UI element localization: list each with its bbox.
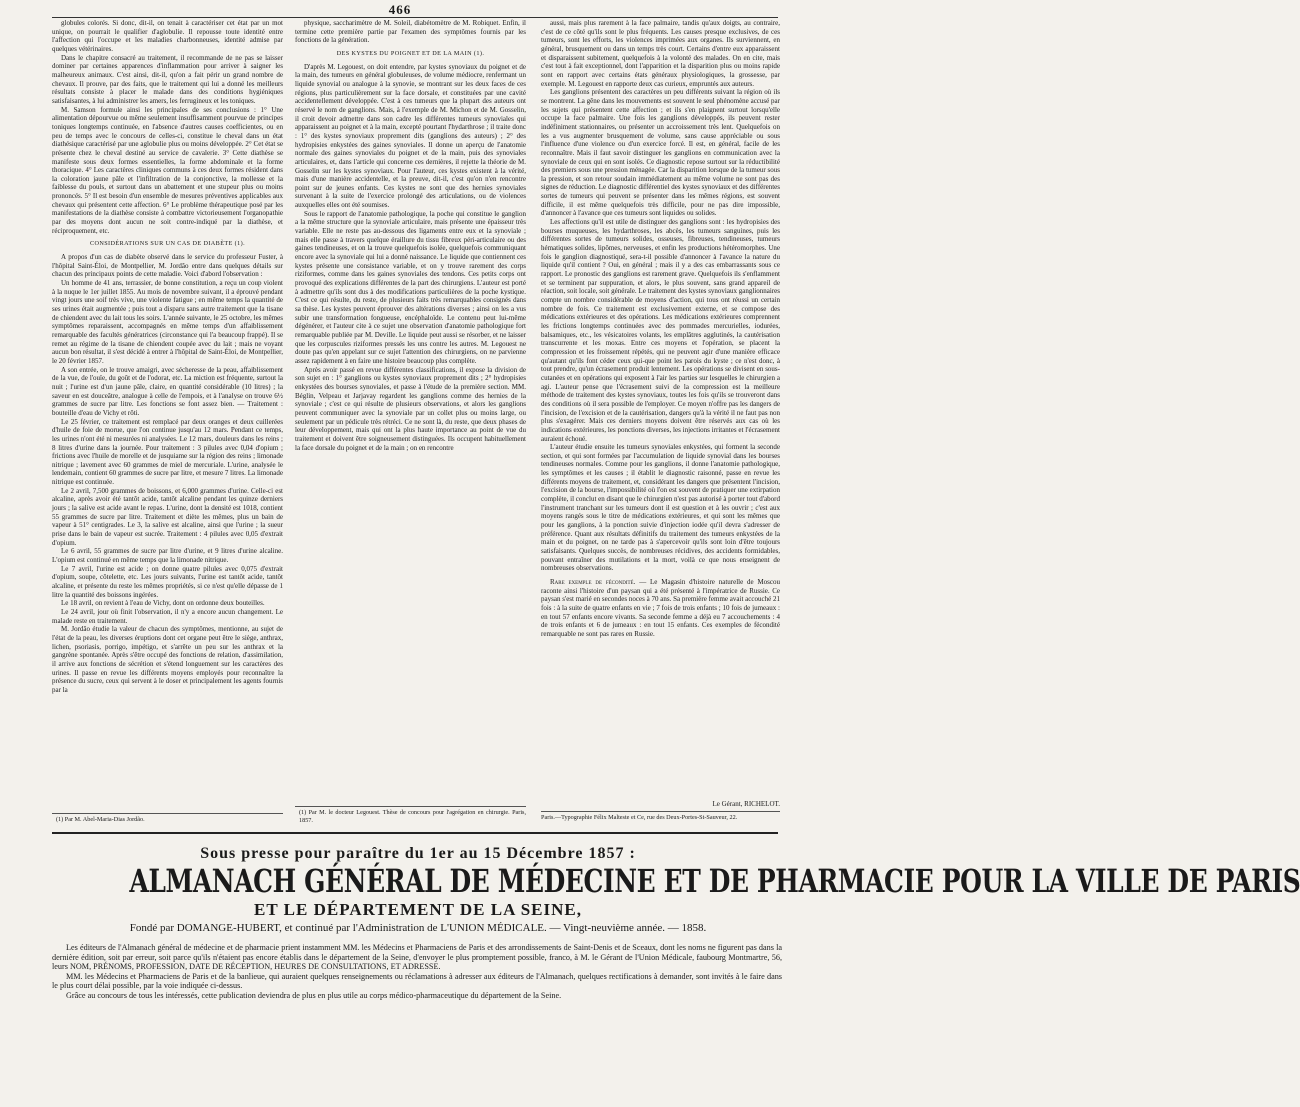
advert-separator bbox=[52, 832, 778, 834]
advert-announce: Sous presse pour paraître du 1er au 15 Décembre 1857 : bbox=[200, 845, 636, 862]
paragraph: Le 24 avril, jour où finit l'observation, il n'y a encore aucun changement. Le malade reste en traitement. bbox=[52, 607, 283, 625]
notice-heading: Rare exemple de fécondité. bbox=[550, 578, 636, 586]
paragraph: M. Samson formule ainsi les principales de ses conclusions : 1° Une alimentation dépourvue ou même seulement insuffisamment pourvue de principes toniques longtemps continuée, en l'absence d'autres causes coefficientes, ou en peu de temps avec le concours de celles-ci, constitue le cheval dans un état diathésique caractérisé par une aglobulie plus ou moins développée. 2° Cet état se présente chez le cheval destiné au service de cavalerie. 3° Cette diathèse se manifeste sous deux formes essentielles, la forme abdominale et la forme thoracique. 4° Les caractères cliniques communs à ces deux formes résident dans la coloration jaune pâle et l'infiltration de la conjonctive, la mollesse et la faiblesse du pouls, et surtout dans un abattement et une stupeur plus ou moins prononcés. 5° Il est besoin d'un ensemble de mesures préventives applicables aux chevaux qui présentent cette affection. 6° Le problème thérapeutique posé par les manifestations de la diathèse consiste à combattre victorieusement l'organopathie par des moyens dont aucun ne soit contre-indiqué par la diathèse, et réciproquement, etc. bbox=[52, 105, 283, 235]
paragraph: Dans le chapitre consacré au traitement, il recommande de ne pas se laisser dominer par certaines apparences d'inflammation pour arriver à saigner les malheureux animaux. C'est ainsi, dit-il, qu'on a fait périr un grand nombre de chevaux. Il prouve, par des faits, que le traitement qui lui a donné les meilleurs résultats consiste à placer le malade dans des conditions hygiéniques satisfaisantes, à lui administrer les amers, les ferrugineux et les toniques. bbox=[52, 53, 283, 105]
paragraph: Grâce au concours de tous les intéressés, cette publication deviendra de plus en plus utile au corps médico-pharmaceutique du département de la Seine. bbox=[66, 990, 562, 1000]
advert-title: ALMANACH GÉNÉRAL DE MÉDECINE ET DE PHARMACIE POUR LA VILLE DE PARIS bbox=[129, 862, 1300, 900]
column-1 bbox=[52, 19, 283, 824]
paragraph: Les ganglions présentent des caractères un peu différents suivant la région où ils se montrent. La gêne dans les mouvements est souvent le seul phénomène accusé par les sujets qui présentent cette affection ; et ils s'en plaignent surtout lorsqu'elle occupe la face palmaire. Une fois les ganglions développés, ils peuvent rester indéfiniment stationnaires, ou présenter un accroissement très lent. Quelquefois on les a vus augmenter brusquement de volume, sans cause appréciable ou sous l'influence d'une violence ou d'un exercice forcé. Il est, en général, facile de les reconnaître. Mais il faut savoir distinguer les ganglions en communication avec la synoviale de ceux qui en sont isolés. Ce diagnostic repose surtout sur la réductibilité des premiers sous une pression ménagée. Car la disparition lorsque de la tumeur sous la pression, et son retour soudain immédiatement au même volume ne sont pas des signes de réduction. Le diagnostic différentiel des kystes synoviaux et des différentes sortes de tumeurs qui peuvent se présenter dans les mêmes régions, est souvent difficile, il est même quelquefois très difficile, pour ne pas dire impossible, d'annoncer à l'avance que ces tumeurs sont liquides ou solides. bbox=[541, 88, 780, 218]
column-2 bbox=[295, 19, 526, 816]
paragraph: Après avoir passé en revue différentes classifications, il expose la division de son sujet en : 1° ganglions ou kystes synoviaux proprement dits ; 2° hydropisies enkystées des bourses synoviales, et passe à l'étude de la première section. MM. Béglin, Velpeau et Jarjavay regardent les ganglions comme des hernies de la synoviale ; c'est ce qui résulte de plusieurs observations, et alors les ganglions peuvent communiquer avec la synoviale par un collet plus ou moins large, ou seulement par un pédicule très rétréci. Ce ne sont là, du reste, que deux phases de leur développement, mais qui ont la plus haute importance au point de vue du traitement et doivent être soigneusement distinguées. Ils occupent habituellement la face dorsale du poignet et de la main ; on en rencontre bbox=[295, 365, 526, 452]
paragraph: A propos d'un cas de diabète observé dans le service du professeur Fuster, à l'hôpital Saint-Éloi, de Montpellier, M. Jordão entre dans quelques détails sur chacun des principaux points de cette maladie. Voici d'abord l'observation : bbox=[52, 253, 283, 279]
paragraph: Les affections qu'il est utile de distinguer des ganglions sont : les hydropisies des bourses muqueuses, les hydarthroses, les abcès, les tumeurs sanguines, puis les différentes sortes de tumeurs solides, osseuses, fibreuses, tendineuses, tumeurs hématiques solides, lipômes, nerveuses, et enfin les productions hétéromorphes. Une fois le ganglion diagnostiqué, sera-t-il possible d'annoncer à l'avance la nature du liquide qu'il contient ? Oui, en général ; mais il y a des cas embarrassants sous ce rapport. Le pronostic des ganglions est rarement grave. Quelquefois ils s'enflamment et se terminent par suppuration, et alors, le plus souvent, sans grand appareil de réaction, soit locale, soit générale. Le traitement des kystes synoviaux ganglionnaires compte un nombre considérable de moyens d'action, qui tous ont réussi un certain nombre de fois. Ce traitement est exclusivement externe, et se compose des médications extérieures et des opérations. Les médications extérieures comprennent les frictions longtemps continuées avec des pommades mercurielles, iodurées, balsamiques, etc., les vésicatoires volants, les emplâtres agglutinés, la cautérisation transcurrente et les moxas. Entre ces moyens et l'opération, se placent la compression et les froissement répétés, qui ne peuvent agir d'une manière efficace qu'autant qu'ils font céder ceux qui-que point les parois du kyste ; ce n'est donc, à tout prendre, qu'un écrasement produit lentement. Les opérations se divisent en sous-cutanées et en opérations qui exposent à l'air les parties sur lesquelles le chirurgien a agi. L'auteur pense que l'écrasement suivi de la compression est la meilleure méthode de traitement des kystes synoviaux, toutes les fois qu'ils se trouveront dans des conditions où il sera possible de l'employer. Ce moyen n'offre pas les dangers de l'incision, de l'excision et de la cautérisation, dangers qu'à la vérité il ne faut pas non plus s'exagérer. Mais ces derniers moyens doivent être réservés aux cas où les indications extérieures, les ponctions diverses, les injections irritantes et l'écrasement auraient échoué. bbox=[541, 218, 780, 443]
imprint-line: Paris.—Typographie Félix Malteste et Ce, rue des Deux-Portes-St-Sauveur, 22. bbox=[541, 814, 738, 821]
paragraph: MM. les Médecins et Pharmaciens de Paris et de la banlieue, qui auraient quelques renseignements ou réclamations à adresser aux éditeurs de l'Almanach, quelques rectifications à demander, sont invités à le faire dans le plus court délai possible, par la voie indiquée ci-dessus. bbox=[52, 971, 782, 991]
section-heading-diabete: CONSIDÉRATIONS SUR UN CAS DE DIABÈTE (1). bbox=[89, 240, 246, 248]
advert-body bbox=[52, 943, 782, 1001]
paragraph: Le 25 février, ce traitement est remplacé par deux oranges et deux cuillerées d'huile de foie de morue, que l'on continue jusqu'au 12 mars. Pendant ce temps, les urines n'ont été ni mesurées ni analysées. Le 12 mars, douleurs dans les reins ; 8 litres d'urine dans la journée. Pour traitement : 3 pilules avec 0,04 d'opium ; frictions avec l'huile de morelle et de jusquiame sur la région des reins ; limonade nitrique ; lavement avec 60 grammes de miel de mercuriale. L'urine, analysée le lendemain, contient 60 grammes de sucre par litre, et mesure 7 litres. La limonade nitrique est continuée. bbox=[52, 417, 283, 487]
footnote-col1: (1) Par M. Abel-Maria-Dias Jordão. bbox=[56, 816, 145, 823]
advert-founded: Fondé par DOMANGE-HUBERT, et continué par l'Administration de L'UNION MÉDICALE. — Vingt-neuvième année. — 1858. bbox=[129, 922, 707, 934]
page-number: 466 bbox=[388, 2, 412, 17]
paragraph: Le 7 avril, l'urine est acide ; on donne quatre pilules avec 0,075 d'extrait d'opium, soupe, côtelette, etc. Les jours suivants, l'urine est tantôt acide, tantôt alcaline, et présente du reste les mêmes propriétés, si ce n'est qu'elle dépasse de 1 litre la quantité des boissons ingérées. bbox=[52, 564, 283, 599]
paragraph: Les éditeurs de l'Almanach général de médecine et de pharmacie prient instamment MM. les Médecins et Pharmaciens de Paris et des arrondissements de Saint-Denis et de Sceaux, dont les noms ne figurent pas dans la dernière édition, soit par erreur, soit parce qu'ils n'étaient pas encore établis dans le département de la Seine, d'envoyer le plus promptement possible, franco, à M. le Gérant de l'Union Médicale, faubourg Montmartre, 56, leurs NOM, PRÉNOMS, PROFESSION, DATE DE RÉCEPTION, HEURES DE CONSULTATIONS, ET ADRESSE. bbox=[52, 943, 782, 972]
paragraph: Le 6 avril, 55 grammes de sucre par litre d'urine, et 9 litres d'urine alcaline. L'opium est continué en même temps que la limonade nitrique. bbox=[52, 547, 283, 565]
paragraph: Un homme de 41 ans, terrassier, de bonne constitution, a reçu un coup violent à la nuque le 1er juillet 1855. Au mois de novembre suivant, il a éprouvé pendant vingt jours une soif très vive, une violente fatigue ; en même temps la quantité de ses urines était augmentée ; puis tout a disparu sans autre traitement que la tisane de chiendent avec du lait tous les soirs. L'année suivante, le 25 octobre, les mêmes symptômes reparaissent, accompagnés en même temps d'un affaiblissement remarquable des facultés génératrices (circonstance qui l'a beaucoup frappé). Il se remet au régime de la tisane de chiendent coupée avec du lait ; mais ne voyant aucun bon résultat, il s'est décidé à entrer à l'hôpital de Saint-Éloi, de Montpellier, le 20 février 1857. bbox=[52, 279, 283, 365]
imprint-rule bbox=[541, 811, 780, 812]
notice-text: — Le Magasin d'histoire naturelle de Moscou raconte ainsi l'histoire d'un paysan qui a été présenté à l'impératrice de Russie. Ce paysan s'est marié en secondes noces à 70 ans. Sa première femme avait accouché 21 fois : à la suite de quatre enfants en vie ; 7 fois de trois enfants ; 10 fois de jumeaux : en tout 57 enfants encore vivants. Sa seconde femme a déjà eu 7 accouchements : 4 de trois enfants et 6 de jumeaux : en tout 15 enfants. Ces exemples de fécondité remarquable ne sont pas rares en Russie. bbox=[541, 578, 781, 638]
section-heading-kystes: DES KYSTES DU POIGNET ET DE LA MAIN (1). bbox=[336, 49, 485, 57]
paragraph: globules colorés. Si donc, dit-il, on tenait à caractériser cet état par un mot unique, on pourrait le qualifier d'aglobulie. Il repousse toute identité entre l'affection qui l'occupe et les maladies charbonneuses, identité admise par quelques vétérinaires. bbox=[52, 19, 283, 53]
paragraph: Le 18 avril, on revient à l'eau de Vichy, dont on ordonne deux bouteilles. bbox=[61, 599, 265, 608]
paragraph: L'auteur étudie ensuite les tumeurs synoviales enkystées, qui forment la seconde section, et qui sont formées par l'accumulation de liquide synovial dans les bourses tendineuses normales. Comme pour les ganglions, il donne l'anatomie pathologique, les symptômes et les causes ; il établit le diagnostic raisonné, passe en revue les différents moyens de traitement, et, considérant les dangers que présentent l'incision, l'excision de la bourse, l'impossibilité où l'on est souvent de pratiquer une extirpation complète, il conclut en disant que le chirurgien n'est pas autorisé à porter tout d'abord l'instrument tranchant sur les tumeurs dont il est question et à les ouvrir ; c'est aux moyens rangés sous le titre de médications extérieures, et qui sont les mêmes que pour les ganglions, à la ponction suivie d'injection iodée qu'il devra s'adresser de préférence. Quant aux résultats définitifs du traitement des tumeurs enkystées de la main et du poignet, on ne tarde pas à s'apercevoir qu'ils sont loin d'être toujours satisfaisants. Quelques succès, de nombreuses récidives, des accidents formidables, pouvant entraîner des mutilations et la mort, voilà ce que nous enseignent de nombreuses observations. bbox=[541, 443, 780, 573]
gerant-signature: Le Gérant, RICHELOT. bbox=[712, 800, 780, 808]
column-3 bbox=[541, 19, 780, 799]
paragraph: aussi, mais plus rarement à la face palmaire, tandis qu'aux doigts, au contraire, c'est de ce côté qu'ils sont le plus fréquents. Les causes presque exclusives, de ces tumeurs, sont les efforts, les violences imprimées aux organes. Ils surviennent, en général, brusquement ou dans un temps très court. Certains d'entre eux apparaissent et disparaissent subitement, quelquefois à la volonté des malades. On en cite, mais c'est tout à fait exceptionnel, dont l'apparition et la disparition plus ou moins rapide sont en rapport avec certains états généraux physiologiques, la grossesse, par exemple. M. Legouest en rapporte deux cas curieux, empruntés aux auteurs. bbox=[541, 19, 780, 88]
paragraph: A son entrée, on le trouve amaigri, avec sécheresse de la peau, affaiblissement de la vue, de l'ouïe, du goût et de l'odorat, etc. La miction est fréquente, surtout la nuit ; l'urine est d'un jaune pâle, claire, en quantité considérable (10 litres) ; la saveur en est douceâtre, analogue à celle de l'empois, et à l'analyse on trouve 6½ grammes de sucre par litre. Les fonctions se font assez bien. — Traitement : bouteille d'eau de Vichy et rôti. bbox=[52, 365, 283, 417]
header-rule bbox=[52, 17, 778, 18]
advert-subtitle: ET LE DÉPARTEMENT DE LA SEINE, bbox=[254, 900, 582, 919]
paragraph: Sous le rapport de l'anatomie pathologique, la poche qui constitue le ganglion a la même structure que la synoviale articulaire, mais présente une épaisseur très variable. Elle ne reste pas au-dessous des ligaments entre eux et la synoviale ; mais elle passe à travers quelque éraillure du tissu fibreux péri-articulaire ou des gaines tendineuses, et on la trouve quelquefois isolée, quelquefois communiquant encore avec la synoviale qui lui a donné naissance. Le liquide que contiennent ces kystes présente une consistance variable, et on y trouve rarement des corps riziformes, comme dans les gaines synoviales des tendons. Ces petits corps ont provoqué des explications différentes de la part des chirurgiens. L'auteur est porté à admettre qu'ils sont dus à des modifications particulières de la poche kystique. C'est ce qui résulte, du reste, de plusieurs faits très remarquables consignés dans sa thèse. Les kystes peuvent éprouver des altérations diverses ; ainsi on les a vus subir une transformation fongueuse, encéphaloïde. Le contenu peut lui-même dégénérer, et l'auteur cite à ce sujet une observation d'anatomie pathologique fort remarquable publiée par M. Deville. Le liquide peut aussi se résorber, et ne laisser que les corpuscules riziformes pressés les uns contre les autres. M. Legouest ne doute pas qu'en appelant sur ce sujet l'attention des chirurgiens, on ne parvienne assez rapidement à en faire une histoire beaucoup plus complète. bbox=[295, 209, 526, 365]
footnote-rule bbox=[52, 813, 283, 814]
paragraph: Le 2 avril, 7,500 grammes de boissons, et 6,000 grammes d'urine. Celle-ci est alcaline, après avoir été tantôt acide, tantôt alcaline pendant les quinze derniers jours ; la salive est acide avant le repas. L'urine, dont la densité est 1018, contient 55 grammes de sucre par litre. Traitement et diète les mêmes, plus un bain de vapeur à 51° centigrades. Le 3, la salive est alcaline, ainsi que l'urine ; la sueur prise dans le bain de vapeur est sucrée. Traitement : 4 pilules avec 0,05 d'extrait d'opium. bbox=[52, 486, 283, 547]
paragraph: D'après M. Legouest, on doit entendre, par kystes synoviaux du poignet et de la main, des tumeurs en général globuleuses, de volume médiocre, renfermant un liquide synovial ou analogue à la synovie, se montrant sur les deux faces de ces régions, plus particulièrement sur la face dorsale, et constituées par une cavité accidentellement développée. C'est à ces tumeurs que la plupart des auteurs ont réservé le nom de ganglions. Mais, à l'exemple de M. Michon et de M. Gosselin, il croit devoir admettre dans son cadre les différentes tumeurs synoviales qui apparaissent au poignet et à la main, excepté pourtant l'hydarthrose ; il traite donc : 1° des kystes synoviaux proprement dits (ganglions des auteurs) ; 2° des hydropisies enkystées des gaines synoviales. Il donne un aperçu de l'anatomie normale des gaines synoviales du poignet et de la main, puis des synoviales articulaires, et, dans l'article qui concerne ces dernières, il rejette la théorie de M. Gosselin sur les kystes synoviaux. Pour l'auteur, ces kystes existent à la vérité, mais d'une manière accidentelle, et la preuve, dit-il, c'est qu'on n'en rencontre point sur de jeunes enfants. Ces kystes ne sont que des hernies synoviales survenant à la suite de l'exercice prolongé des articulations, ou de violences auxquelles elles ont été soumises. bbox=[295, 62, 526, 210]
paragraph: M. Jordão étudie la valeur de chacun des symptômes, mentionne, au sujet de l'état de la peau, les diverses éruptions dont cet organe peut être le siège, anthrax, lichen, psoriasis, porrigo, impétigo, et s'arrête un peu sur les anthrax et la gangrène spontanée. Après s'être occupé des fonctions de relation, d'assimilation, il arrive aux fonctions de sécrétion et s'étend longuement sur les caractères des urines. Il passe en revue les différents moyens employés pour reconnaître la présence du sucre, ceux qui servent à le doser et principalement les agents fournis par la bbox=[52, 625, 283, 694]
paragraph: physique, saccharimètre de M. Soleil, diabétomètre de M. Robiquet. Enfin, il termine cette première partie par l'examen des symptômes fournis par les fonctions de la génération. bbox=[295, 19, 526, 45]
footnote-rule bbox=[295, 806, 526, 807]
footnote-col2: (1) Par M. le docteur Legouest. Thèse de concours pour l'agrégation en chirurgie. Paris, 1857. bbox=[299, 809, 526, 824]
